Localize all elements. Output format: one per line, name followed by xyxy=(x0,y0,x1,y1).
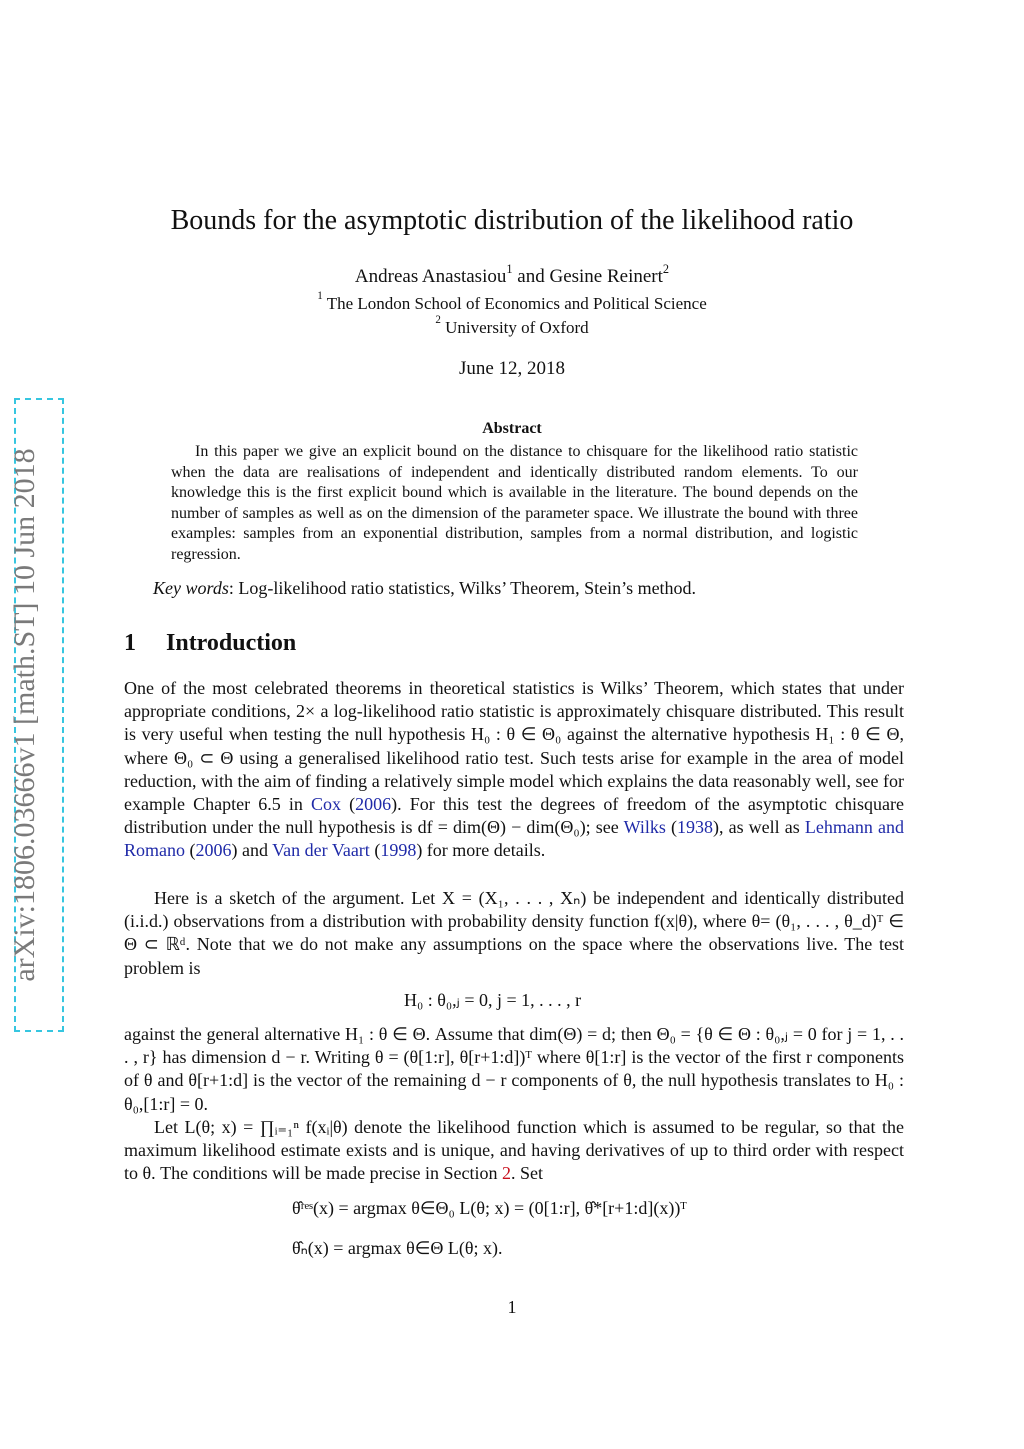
section-reference-2[interactable]: 2 xyxy=(502,1163,512,1184)
author-line xyxy=(0,261,1024,288)
affiliation-1-mark: 1 xyxy=(317,290,323,303)
p1-text-g: ) and xyxy=(231,840,273,861)
equation-null-hypothesis: H₀ : θ₀,ⱼ = 0, j = 1, . . . , r xyxy=(404,990,582,1010)
p1-text-e: ), as well as xyxy=(712,817,805,838)
section-title: Introduction xyxy=(166,630,297,656)
p1-text-h: ( xyxy=(369,840,381,861)
affiliation-1-name: The London School of Economics and Political Science xyxy=(326,294,707,313)
intro-paragraph-2: Here is a sketch of the argument. Let X = (X₁, . . . , Xₙ) be independent and identically distributed (i.i.d.) observations from a distribution with probability density function f(x|θ), where θ= (θ₁, . . . , θ_d)ᵀ ∈ Θ ⊂ ℝᵈ. Note that we do not make any assumptions on the space where the observations live. The test problem is xyxy=(124,888,904,978)
p4-text-a: Let L(θ; x) = ∏ᵢ₌₁ⁿ f(xᵢ|θ) denote the likelihood function which is assumed to be regular, so that the maximum likelihood estimate exists and is unique, and having derivatives of up to third order with respect to θ. The conditions will be made precise in Section xyxy=(124,1117,904,1184)
citation-cox-year[interactable]: 2006 xyxy=(355,794,392,815)
affiliation-1 xyxy=(0,290,1024,314)
p1-text-f: ( xyxy=(185,840,196,861)
arxiv-stamp-text[interactable]: arXiv:1806.03666v1 [math.ST] 10 Jun 2018 xyxy=(8,448,41,982)
citation-wilks-year[interactable]: 1938 xyxy=(676,817,713,838)
intro-paragraph-3: against the general alternative H₁ : θ ∈ Θ. Assume that dim(Θ) = d; then Θ₀ = {θ ∈ Θ : θ₀,ⱼ = 0 for j = 1, . . . , r} has dimension d − r. Writing θ = (θ[1:r], θ[r+1:d])ᵀ where θ[1:r] is the vector of the first r components of θ and θ[r+1:d] is the vector of the remaining d − r components of θ, the null hypothesis translates to H₀ : θ₀,[1:r] = 0. xyxy=(124,1024,904,1114)
keywords-text: : Log-likelihood ratio statistics, Wilks’ Theorem, Stein’s method. xyxy=(228,578,697,598)
equation-mle: θ̂ₙ(x) = argmax θ∈Θ L(θ; x). xyxy=(292,1238,503,1258)
section-number: 1 xyxy=(124,630,136,656)
affiliation-2-mark: 2 xyxy=(435,314,441,327)
author-2-mark: 2 xyxy=(662,261,670,276)
p1-text-b: ( xyxy=(341,794,356,815)
intro-paragraph-1 xyxy=(124,677,904,863)
keywords xyxy=(153,578,696,599)
p1-text-i: ) for more details. xyxy=(416,840,546,861)
paper-date: June 12, 2018 xyxy=(458,358,566,379)
intro-paragraph-4 xyxy=(124,1116,904,1186)
citation-wilks[interactable]: Wilks xyxy=(623,817,666,838)
p4-text-b: . Set xyxy=(511,1163,544,1184)
keywords-label: Key words xyxy=(153,578,229,598)
paper-title: Bounds for the asymptotic distribution of the likelihood ratio xyxy=(170,205,854,236)
affiliation-2 xyxy=(0,314,1024,338)
author-1: Andreas Anastasiou xyxy=(354,266,507,287)
section-heading xyxy=(124,630,296,657)
author-1-mark: 1 xyxy=(506,261,513,276)
page-number: 1 xyxy=(507,1297,517,1317)
p1-text-a: One of the most celebrated theorems in theoretical statistics is Wilks’ Theorem, which states that under appropriate conditions, 2× a log-likelihood ratio statistic is approximately chisquare distributed. This result is very useful when testing the null hypothesis H₀ : θ ∈ Θ₀ against the alternative hypothesis H₁ : θ ∈ Θ, where Θ₀ ⊂ Θ using a generalised likelihood ratio test. Such tests arise for example in the area of model reduction, with the aim of finding a relatively simple model which explains the data reasonably well, see for example Chapter 6.5 in xyxy=(124,678,904,815)
citation-lehmann-year[interactable]: 2006 xyxy=(195,840,232,861)
p1-text-c: ). For this test the degrees of freedom of the asymptotic chisquare distribution under the null hypothesis is df = dim(Θ) − dim(Θ₀); see xyxy=(124,794,904,838)
p1-text-d: ( xyxy=(665,817,677,838)
abstract-heading: Abstract xyxy=(482,420,542,437)
affiliation-2-name: University of Oxford xyxy=(445,318,589,337)
citation-lehmann-romano[interactable]: Lehmann and Romano xyxy=(124,817,904,861)
citation-cox[interactable]: Cox xyxy=(311,794,342,815)
citation-van-der-vaart[interactable]: Van der Vaart xyxy=(272,840,370,861)
author-connector: and xyxy=(512,266,550,287)
equation-restricted-mle: θ̂ʳᵉˢ(x) = argmax θ∈Θ₀ L(θ; x) = (0[1:r], θ̂*[r+1:d](x))ᵀ xyxy=(292,1198,687,1218)
citation-vaart-year[interactable]: 1998 xyxy=(380,840,417,861)
author-2: Gesine Reinert xyxy=(549,266,663,287)
abstract-text: In this paper we give an explicit bound on the distance to chisquare for the likelihood ratio statistic when the data are realisations of independent and identically distributed random elements. To our knowledge this is the first explicit bound which is available in the literature. The bound depends on the number of samples as well as on the dimension of the parameter space. We illustrate the bound with three examples: samples from an exponential distribution, samples from a normal distribution, and logistic regression. xyxy=(171,443,858,563)
